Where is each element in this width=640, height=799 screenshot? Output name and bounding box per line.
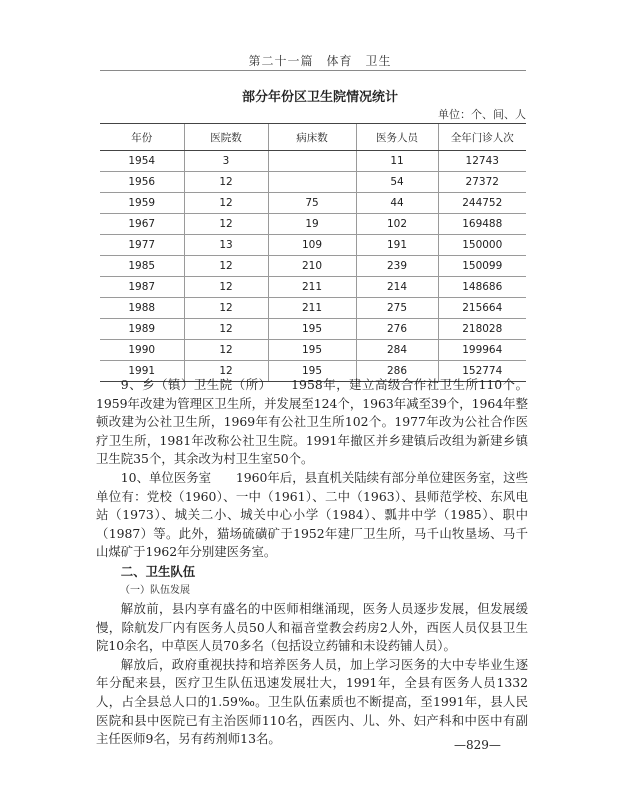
table-cell: 152774	[438, 361, 526, 382]
table-cell: 13	[184, 235, 268, 256]
table-cell: 150099	[438, 256, 526, 277]
table-row	[100, 319, 526, 340]
paragraph-pre-liberation: 解放前，县内享有盛名的中医师相继涌现，医务人员逐步发展，但发展缓慢，除航发厂内有医务人员50人和福音堂教会药房2人外，西医人员仅县卫生院10余名，中草医人员70多名（包括设立药铺和未设药铺人员）。	[96, 600, 528, 654]
table-row	[100, 151, 526, 172]
table-cell	[268, 151, 356, 172]
table-cell: 191	[356, 235, 438, 256]
table-cell: 12	[184, 172, 268, 193]
table-row	[100, 193, 526, 214]
column-header-year: 年份	[100, 124, 184, 151]
table-unit-label: 单位：个、间、人	[438, 108, 526, 121]
table-title: 部分年份区卫生院情况统计	[241, 90, 398, 105]
column-header-staff: 医务人员	[356, 124, 438, 151]
column-header-outpatient-visits: 全年门诊人次	[438, 124, 526, 151]
table-cell: 3	[184, 151, 268, 172]
table-cell: 286	[356, 361, 438, 382]
table-cell: 12	[184, 214, 268, 235]
header-divider	[100, 70, 526, 71]
table-cell: 169488	[438, 214, 526, 235]
table-cell: 12	[184, 340, 268, 361]
table-cell: 1989	[100, 319, 184, 340]
body-text	[96, 376, 528, 749]
table-cell	[268, 172, 356, 193]
table-cell: 109	[268, 235, 356, 256]
subsection-heading-workforce-development: （一）队伍发展	[120, 584, 190, 596]
table-cell: 215664	[438, 298, 526, 319]
table-row	[100, 172, 526, 193]
table-cell: 239	[356, 256, 438, 277]
table-cell: 214	[356, 277, 438, 298]
table-cell: 1988	[100, 298, 184, 319]
table-row	[100, 235, 526, 256]
table-cell: 1990	[100, 340, 184, 361]
table-cell: 1954	[100, 151, 184, 172]
table-cell: 195	[268, 340, 356, 361]
table-cell: 1956	[100, 172, 184, 193]
table-row	[100, 214, 526, 235]
paragraph-unit-clinics: 10、单位医务室 1960年后，县直机关陆续有部分单位建医务室，这些单位有：党校（1960）、一中（1961）、二中（1963）、县师范学校、东风电站（1973）、城关二小、城关中心小学（1984）、瓢井中学（1985）、职中（1987）等。此外，猫场硫磺矿于1952年建厂卫生所，马千山牧垦场、马千山煤矿于1962年分别建医务室。	[96, 469, 528, 560]
table-cell: 75	[268, 193, 356, 214]
table-cell: 44	[356, 193, 438, 214]
health-center-stats-table	[100, 123, 526, 382]
table-cell: 1959	[100, 193, 184, 214]
table-cell: 211	[268, 298, 356, 319]
table-cell: 195	[268, 361, 356, 382]
table-cell: 54	[356, 172, 438, 193]
table-cell: 12	[184, 277, 268, 298]
table-cell: 148686	[438, 277, 526, 298]
table-row	[100, 277, 526, 298]
table-cell: 1991	[100, 361, 184, 382]
table-cell: 244752	[438, 193, 526, 214]
section-heading-health-workforce: 二、卫生队伍	[120, 563, 196, 579]
table-cell: 210	[268, 256, 356, 277]
table-cell: 27372	[438, 172, 526, 193]
table-cell: 284	[356, 340, 438, 361]
table-cell: 195	[268, 319, 356, 340]
table-cell: 150000	[438, 235, 526, 256]
table-cell: 12	[184, 319, 268, 340]
table-row	[100, 256, 526, 277]
table-cell: 12	[184, 256, 268, 277]
table-cell: 1967	[100, 214, 184, 235]
table-cell: 199964	[438, 340, 526, 361]
table-cell: 12	[184, 298, 268, 319]
table-cell: 11	[356, 151, 438, 172]
paragraph-post-liberation: 解放后，政府重视扶持和培养医务人员，加上学习医务的大中专毕业生逐年分配来县，医疗卫生队伍迅速发展壮大，1991年，全县有医务人员1332人，占全县总人口的1.59‰。卫生队伍素质也不断提高，至1991年，县人民医院和县中医院已有主治医师110名，西医内、儿、外、妇产科和中医中有副主任医师9名，另有药剂师13名。	[96, 656, 528, 747]
table-cell: 1977	[100, 235, 184, 256]
table-cell: 102	[356, 214, 438, 235]
paragraph-township-health-centers: 9、乡（镇）卫生院（所） 1958年，建立高级合作社卫生所110个。1959年改建为管理区卫生所，并发展至124个，1963年减至39个，1964年整顿改建为公社卫生所，1969年有公社卫生所102个。1977年改为公社合作医疗卫生所，1981年改称公社卫生院。1991年撤区并乡建镇后改组为新建乡镇卫生院35个，其余改为村卫生室50个。	[96, 377, 528, 467]
table-cell: 1987	[100, 277, 184, 298]
table-cell: 12	[184, 361, 268, 382]
table-cell: 276	[356, 319, 438, 340]
table-row	[100, 298, 526, 319]
table-cell: 1985	[100, 256, 184, 277]
table-cell: 275	[356, 298, 438, 319]
column-header-beds: 病床数	[268, 124, 356, 151]
column-header-hospitals: 医院数	[184, 124, 268, 151]
table-cell: 218028	[438, 319, 526, 340]
table-row	[100, 340, 526, 361]
page-header-title: 第二十一篇 体育 卫生	[248, 54, 392, 68]
table-cell: 19	[268, 214, 356, 235]
table-cell: 211	[268, 277, 356, 298]
table-cell: 12	[184, 193, 268, 214]
page-number: —829—	[454, 738, 501, 752]
table-cell: 12743	[438, 151, 526, 172]
table-header-row	[100, 124, 526, 151]
